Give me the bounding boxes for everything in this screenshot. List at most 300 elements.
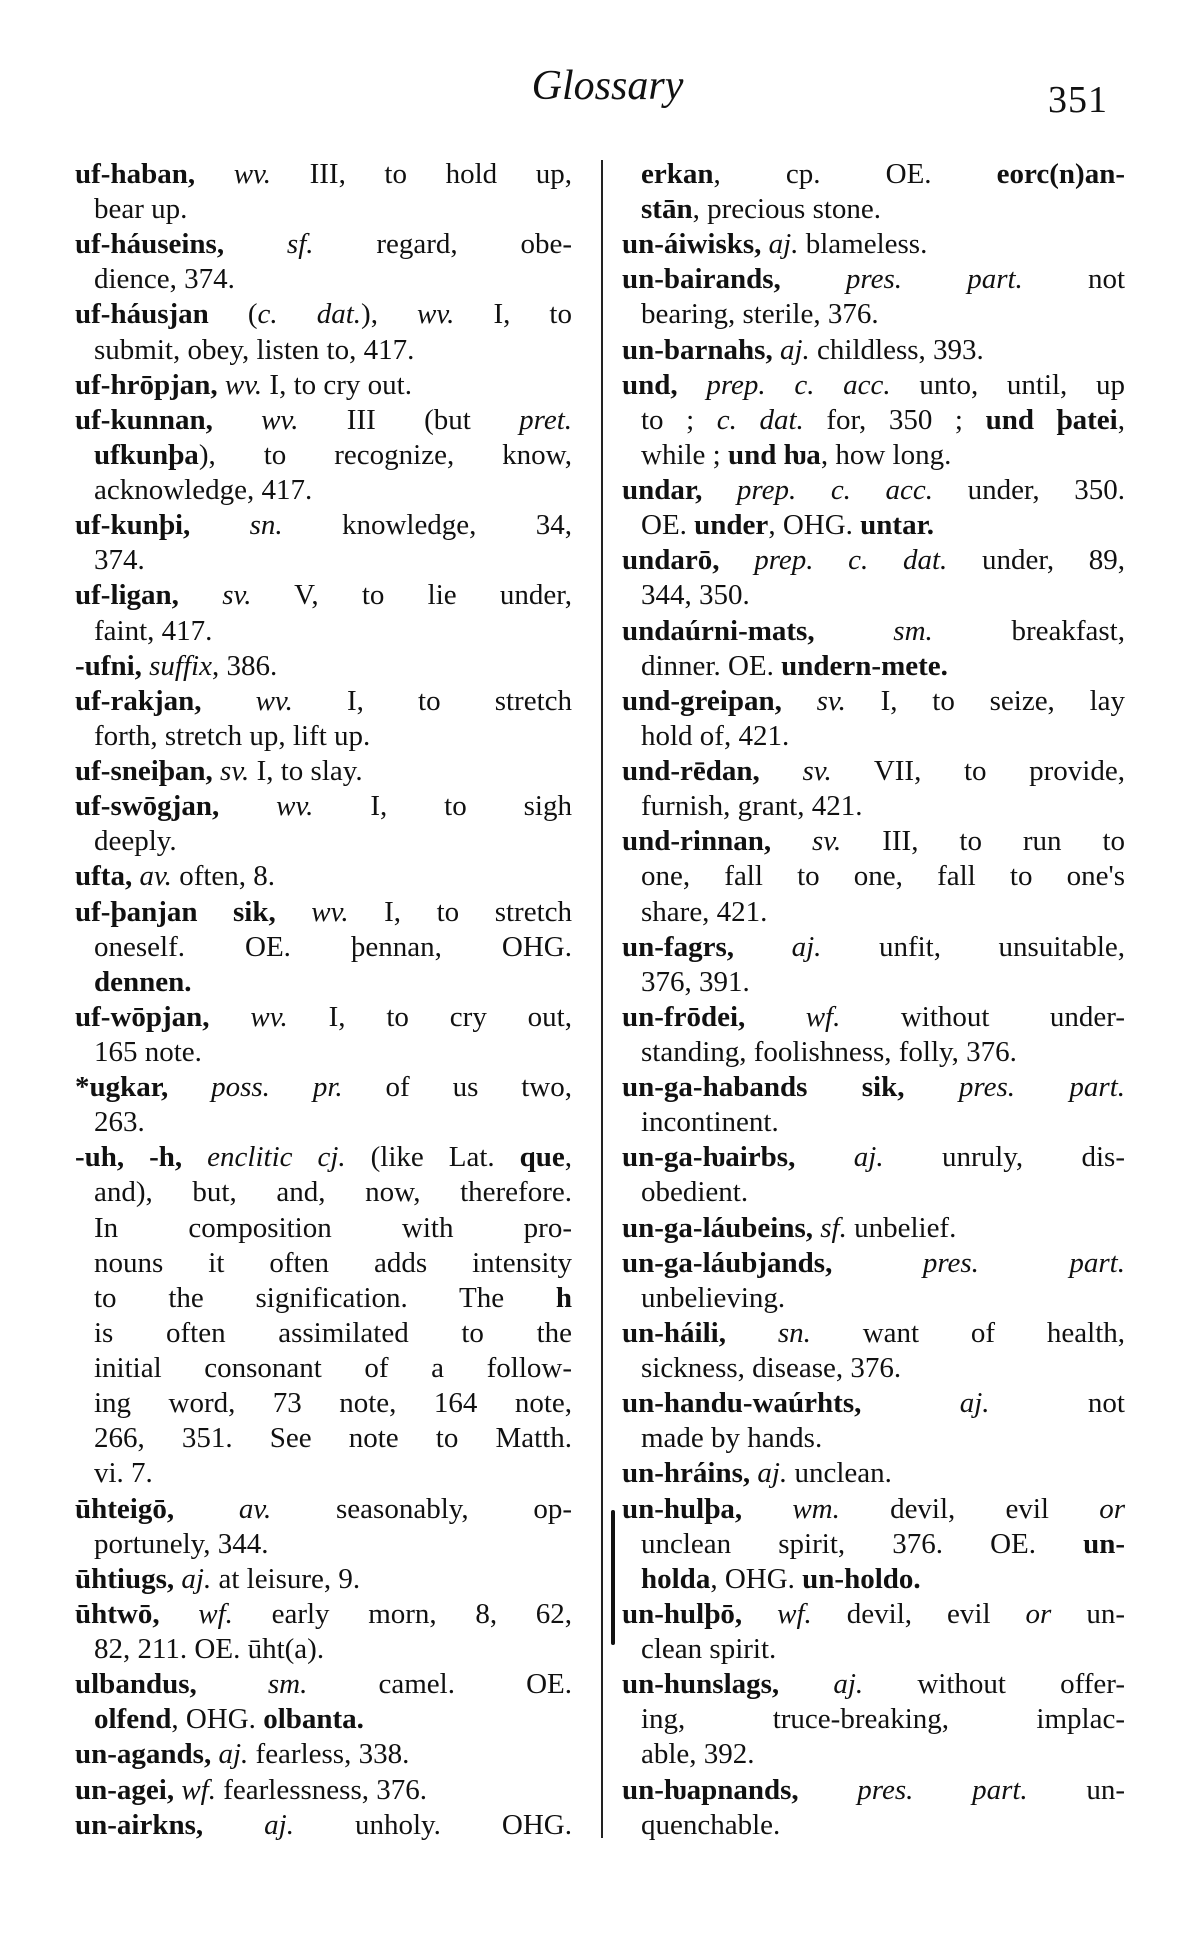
headword-text: undaúrni-mats, xyxy=(622,614,894,647)
grammar-label: aj. xyxy=(757,1457,788,1490)
definition-text: unbelief. xyxy=(846,1211,957,1244)
definition-text: 344, 350. xyxy=(641,579,750,612)
grammar-label: or xyxy=(1099,1492,1125,1525)
glossary-entry-line xyxy=(75,649,572,684)
glossary-entry-continuation xyxy=(94,1175,572,1210)
definition-text: share, 421. xyxy=(641,895,768,928)
glossary-entry-line xyxy=(75,895,572,930)
margin-marker-line xyxy=(611,1510,615,1645)
definition-text: un- xyxy=(1027,1773,1125,1806)
glossary-entry-continuation xyxy=(94,719,572,754)
definition-text: made by hands. xyxy=(641,1422,823,1455)
headword-text: ulbandus, xyxy=(75,1668,268,1701)
glossary-entry-continuation xyxy=(94,965,572,1000)
glossary-entry-line xyxy=(75,1773,572,1808)
glossary-entry-continuation xyxy=(94,262,572,297)
grammar-label: aj. xyxy=(833,1668,864,1701)
glossary-entry-line xyxy=(75,403,572,438)
glossary-entry-continuation xyxy=(641,1632,1125,1667)
definition-text: nouns it often adds intensity xyxy=(94,1246,572,1279)
definition-text: ing word, 73 note, 164 note, xyxy=(94,1387,572,1420)
grammar-label: pres. part. xyxy=(958,1071,1125,1104)
glossary-entry-line xyxy=(622,684,1125,719)
definition-text: I, to stretch xyxy=(348,895,572,928)
column-divider xyxy=(601,160,603,1838)
glossary-entry-line xyxy=(75,789,572,824)
definition-text: fearlessness, 376. xyxy=(216,1773,428,1806)
glossary-entry-continuation xyxy=(94,1456,572,1491)
grammar-label: enclitic cj. xyxy=(207,1141,346,1174)
definition-text: , OHG. xyxy=(768,509,861,542)
glossary-entry-line xyxy=(622,1456,1125,1491)
definition-text: , precious stone. xyxy=(692,193,882,226)
definition-text: submit, obey, listen to, 417. xyxy=(94,333,415,366)
grammar-label: wv. xyxy=(311,895,349,928)
definition-text: incontinent. xyxy=(641,1106,779,1139)
glossary-entry-line xyxy=(622,1386,1125,1421)
grammar-label: wv. xyxy=(224,368,263,401)
glossary-entry-continuation xyxy=(641,1421,1125,1456)
glossary-entry-line xyxy=(75,1737,572,1772)
glossary-entry-continuation xyxy=(641,1281,1125,1316)
grammar-label: sv. xyxy=(816,684,846,717)
definition-text: 263. xyxy=(94,1106,145,1139)
definition-text: early morn, 8, 62, xyxy=(232,1597,573,1630)
grammar-label: sm. xyxy=(893,614,933,647)
definition-text: not xyxy=(989,1387,1125,1420)
grammar-label: av. xyxy=(139,860,172,893)
definition-text: to the signification. The xyxy=(94,1281,556,1314)
headword-text: *ugkar, xyxy=(75,1071,212,1104)
glossary-entry-line xyxy=(622,1667,1125,1702)
grammar-label: sn. xyxy=(777,1316,811,1349)
grammar-label: sf. xyxy=(286,228,314,261)
grammar-label: aj. xyxy=(768,228,799,261)
headword-text: undar, xyxy=(622,474,737,507)
definition-text: dinner. OE. xyxy=(641,649,782,682)
headword-text: uf-ligan, xyxy=(75,579,223,612)
definition-text: unruly, dis- xyxy=(883,1141,1125,1174)
glossary-entry-continuation xyxy=(94,1246,572,1281)
headword-text: h xyxy=(555,1281,572,1314)
headword-text: un-barnahs, xyxy=(622,333,780,366)
definition-text: while ; xyxy=(641,438,728,471)
headword-text: erkan xyxy=(641,158,714,190)
grammar-label: av. xyxy=(238,1492,272,1525)
glossary-entry-continuation xyxy=(641,789,1125,824)
definition-text: (like Lat. xyxy=(345,1141,520,1174)
definition-text: dience, 374. xyxy=(94,263,235,296)
definition-text: vi. 7. xyxy=(94,1457,153,1490)
glossary-entry-line xyxy=(75,1070,572,1105)
definition-text: under, 89, xyxy=(947,544,1126,577)
glossary-entry-line xyxy=(622,1070,1125,1105)
definition-text: standing, foolishness, folly, 376. xyxy=(641,1036,1017,1068)
grammar-label: wf. xyxy=(198,1597,233,1630)
grammar-label: sf. xyxy=(820,1211,847,1244)
definition-text: OE. xyxy=(641,509,695,542)
headword-text: un-háili, xyxy=(622,1316,778,1349)
definition-text: unbelieving. xyxy=(641,1281,786,1314)
headword-text: un-fagrs, xyxy=(622,930,792,963)
definition-text: 376, 391. xyxy=(641,965,750,998)
grammar-label: wv. xyxy=(233,158,271,190)
definition-text: 82, 211. OE. ūht(a). xyxy=(94,1633,325,1666)
glossary-entry-continuation xyxy=(641,1737,1125,1772)
glossary-entry-continuation xyxy=(641,1527,1125,1562)
headword-text: un-hulþa, xyxy=(622,1492,793,1525)
definition-text: VII, to provide, xyxy=(831,755,1125,788)
glossary-entry-line xyxy=(75,227,572,262)
glossary-entry-line xyxy=(622,1211,1125,1246)
glossary-entry-line xyxy=(622,614,1125,649)
glossary-entry-continuation xyxy=(641,1808,1125,1843)
glossary-entry-line xyxy=(75,754,572,789)
definition-text: unfit, unsuitable, xyxy=(821,930,1125,963)
definition-text: I, to xyxy=(454,298,572,331)
glossary-entry-continuation xyxy=(641,965,1125,1000)
glossary-entry-continuation xyxy=(94,1316,572,1351)
grammar-label: aj. xyxy=(218,1738,249,1771)
glossary-entry-continuation xyxy=(94,473,572,508)
headword-text: dennen. xyxy=(94,965,192,998)
glossary-entry-line xyxy=(75,578,572,613)
definition-text: un- xyxy=(1051,1597,1125,1630)
definition-text: able, 392. xyxy=(641,1738,755,1771)
headword-text: uf-kunþi, xyxy=(75,509,250,542)
grammar-label: prep. c. dat. xyxy=(754,544,948,577)
definition-text: devil, evil xyxy=(839,1492,1100,1525)
definition-text: regard, obe- xyxy=(313,228,572,261)
grammar-label: suffix xyxy=(149,649,212,682)
glossary-entry-continuation xyxy=(94,614,572,649)
grammar-label: wv. xyxy=(417,298,455,331)
definition-text: , xyxy=(1117,403,1125,436)
glossary-entry-continuation xyxy=(641,297,1125,332)
headword-text: un-bairands, xyxy=(622,263,846,296)
glossary-entry-line xyxy=(75,1597,572,1632)
glossary-entry-line xyxy=(622,368,1125,403)
glossary-entry-continuation xyxy=(94,438,572,473)
definition-text: quenchable. xyxy=(641,1808,781,1841)
glossary-entry-continuation xyxy=(641,1562,1125,1597)
glossary-entry-line xyxy=(622,543,1125,578)
definition-text: for, 350 ; xyxy=(803,403,986,436)
definition-text: at leisure, 9. xyxy=(211,1562,361,1595)
glossary-entry-line xyxy=(622,1316,1125,1351)
definition-text: seasonably, op- xyxy=(271,1492,572,1525)
definition-text: fearless, 338. xyxy=(248,1738,410,1771)
glossary-entry-line xyxy=(75,1667,572,1702)
glossary-entry-continuation xyxy=(94,824,572,859)
definition-text: 266, 351. See note to Matth. xyxy=(94,1422,572,1455)
definition-text: hold of, 421. xyxy=(641,719,790,752)
definition-text: 374. xyxy=(94,544,145,577)
grammar-label: wv. xyxy=(255,684,293,717)
definition-text: deeply. xyxy=(94,825,177,858)
glossary-entry-continuation xyxy=(641,1105,1125,1140)
definition-text: unholy. OHG. xyxy=(293,1808,572,1841)
grammar-label: aj. xyxy=(959,1387,990,1420)
headword-text: uf-rakjan, xyxy=(75,684,256,717)
headword-text: ūhtwō, xyxy=(75,1597,199,1630)
headword-text: uf-wōpjan, xyxy=(75,1000,251,1033)
definition-text: of us two, xyxy=(342,1071,572,1104)
headword-text: un- xyxy=(1083,1527,1125,1560)
definition-text: oneself. OE. þennan, OHG. xyxy=(94,930,572,963)
grammar-label: wf. xyxy=(777,1597,812,1630)
headword-text: uf-sneiþan, xyxy=(75,755,221,788)
headword-text: und, xyxy=(622,368,707,401)
definition-text: bear up. xyxy=(94,193,188,226)
definition-text: , OHG. xyxy=(171,1703,264,1736)
glossary-entry-line xyxy=(622,930,1125,965)
grammar-label: sv. xyxy=(812,825,842,858)
glossary-entry-line xyxy=(622,1246,1125,1281)
glossary-entry-continuation xyxy=(94,1035,572,1070)
headword-text: uf-haban, xyxy=(75,158,234,190)
definition-text: , OHG. xyxy=(710,1562,803,1595)
definition-text: bearing, sterile, 376. xyxy=(641,298,879,331)
grammar-label: aj. xyxy=(791,930,822,963)
headword-text: uf-háuseins, xyxy=(75,228,287,261)
definition-text: I, to stretch xyxy=(292,684,572,717)
definition-text: acknowledge, 417. xyxy=(94,474,313,507)
headword-text: ufta, xyxy=(75,860,140,893)
headword-text: un-ga-ƕairbs, xyxy=(622,1141,854,1174)
headword-text: ufkunþa xyxy=(94,438,199,471)
definition-text: unto, until, up xyxy=(890,368,1126,401)
headword-text: un-ga-láubjands, xyxy=(622,1246,923,1279)
headword-text: uf-kunnan, xyxy=(75,403,262,436)
definition-text: want of health, xyxy=(810,1316,1126,1349)
glossary-entry-continuation xyxy=(641,1351,1125,1386)
definition-text: ing, truce-breaking, implac- xyxy=(641,1703,1125,1736)
headword-text: olfend xyxy=(94,1703,172,1736)
glossary-entry-line xyxy=(75,297,572,332)
headword-text: un-holdo. xyxy=(802,1562,921,1595)
headword-text: undern-mete. xyxy=(781,649,948,682)
glossary-entry-continuation xyxy=(641,1175,1125,1210)
grammar-label: sv. xyxy=(802,755,832,788)
headword-text: -uh, -h, xyxy=(75,1141,208,1174)
definition-text: ), xyxy=(361,298,418,331)
headword-text: uf-hrōpjan, xyxy=(75,368,225,401)
glossary-entry-line xyxy=(75,508,572,543)
grammar-label: prep. c. acc. xyxy=(706,368,891,401)
glossary-entry-line xyxy=(622,473,1125,508)
headword-text: un-ƕapnands, xyxy=(622,1773,858,1806)
glossary-entry-continuation xyxy=(641,649,1125,684)
grammar-label: aj. xyxy=(181,1562,212,1595)
definition-text: without under- xyxy=(840,1000,1125,1033)
glossary-entry-continuation xyxy=(641,192,1125,227)
glossary-entry-line xyxy=(75,1562,572,1597)
definition-text: is often assimilated to the xyxy=(94,1316,572,1349)
glossary-entry-line xyxy=(75,368,572,403)
definition-text: portunely, 344. xyxy=(94,1527,269,1560)
glossary-entry-continuation xyxy=(641,1035,1125,1070)
definition-text: ), to recognize, know, xyxy=(198,438,572,471)
definition-text: breakfast, xyxy=(932,614,1125,647)
headword-text: que xyxy=(519,1141,565,1174)
definition-text: forth, stretch up, lift up. xyxy=(94,719,371,752)
definition-text: , xyxy=(564,1141,572,1174)
glossary-entry-continuation xyxy=(641,578,1125,613)
headword-text: un-airkns, xyxy=(75,1808,265,1841)
glossary-entry-continuation xyxy=(641,719,1125,754)
grammar-label: pres. part. xyxy=(857,1773,1028,1806)
definition-text: to ; xyxy=(641,403,717,436)
glossary-entry-continuation xyxy=(94,930,572,965)
definition-text: III, to hold up, xyxy=(271,158,572,190)
definition-text: knowledge, 34, xyxy=(282,509,572,542)
glossary-entry-line xyxy=(622,1773,1125,1808)
glossary-entry-continuation xyxy=(94,543,572,578)
glossary-entry-continuation xyxy=(94,1702,572,1737)
headword-text: un-agei, xyxy=(75,1773,182,1806)
definition-text: camel. OE. xyxy=(307,1668,572,1701)
grammar-label: pret. xyxy=(519,403,572,436)
glossary-entry-continuation xyxy=(94,1105,572,1140)
definition-text: ( xyxy=(247,298,258,331)
grammar-label: prep. c. acc. xyxy=(736,474,933,507)
glossary-entry-line xyxy=(622,1492,1125,1527)
headword-text: under xyxy=(694,509,769,542)
headword-text: und þatei xyxy=(985,403,1118,436)
definition-text: 165 note. xyxy=(94,1036,202,1068)
grammar-label: sm. xyxy=(267,1668,308,1701)
grammar-label: wv. xyxy=(276,790,314,823)
grammar-label: pres. part. xyxy=(922,1246,1125,1279)
definition-text: III, to run to xyxy=(841,825,1126,858)
headword-text: und-rinnan, xyxy=(622,825,813,858)
glossary-entry-continuation xyxy=(94,1421,572,1456)
headword-text: uf-háusjan xyxy=(75,298,248,331)
glossary-entry-line xyxy=(75,859,572,894)
headword-text: un-hulþō, xyxy=(622,1597,778,1630)
headword-text: und-rēdan, xyxy=(622,755,803,788)
page-number: 351 xyxy=(1048,79,1108,121)
glossary-entry-line xyxy=(75,157,572,192)
definition-text: I, to cry out, xyxy=(287,1000,572,1033)
headword-text: eorc(n)an- xyxy=(996,158,1125,190)
headword-text: un-ga-láubeins, xyxy=(622,1211,821,1244)
grammar-label: or xyxy=(1025,1597,1052,1630)
glossary-entry-continuation xyxy=(94,333,572,368)
definition-text: under, 350. xyxy=(933,474,1125,507)
glossary-entry-continuation xyxy=(94,1211,572,1246)
definition-text: furnish, grant, 421. xyxy=(641,790,863,823)
headword-text: un-hunslags, xyxy=(622,1668,834,1701)
definition-text: , 386. xyxy=(211,649,278,682)
headword-text: -ufni, xyxy=(75,649,150,682)
headword-text: ūhtiugs, xyxy=(75,1562,182,1595)
glossary-entry-continuation xyxy=(94,1351,572,1386)
definition-text: I, to sigh xyxy=(313,790,572,823)
running-title: Glossary xyxy=(531,63,684,109)
headword-text: ūhteigō, xyxy=(75,1492,239,1525)
glossary-entry-continuation xyxy=(94,1386,572,1421)
definition-text: and), but, and, now, therefore. xyxy=(94,1176,572,1209)
definition-text: I, to cry out. xyxy=(262,368,412,401)
definition-text: faint, 417. xyxy=(94,614,213,647)
definition-text: without offer- xyxy=(863,1668,1125,1701)
grammar-label: wm. xyxy=(792,1492,840,1525)
definition-text: one, fall to one, fall to one's xyxy=(641,860,1125,893)
headword-text: uf-swōgjan, xyxy=(75,790,277,823)
glossary-entry-line xyxy=(641,157,1125,192)
grammar-label: aj. xyxy=(779,333,810,366)
glossary-entry-line xyxy=(75,1492,572,1527)
definition-text: I, to slay. xyxy=(249,755,363,788)
grammar-label: wv. xyxy=(250,1000,288,1033)
headword-text: holda xyxy=(641,1562,711,1595)
glossary-entry-continuation xyxy=(94,1527,572,1562)
glossary-entry-continuation xyxy=(94,1632,572,1667)
headword-text: un-ga-habands sik, xyxy=(622,1071,959,1104)
headword-text: untar. xyxy=(860,509,935,542)
definition-text: clean spirit. xyxy=(641,1633,777,1666)
definition-text: In composition with pro- xyxy=(94,1211,572,1244)
glossary-entry-line xyxy=(622,262,1125,297)
headword-text: und-greipan, xyxy=(622,684,817,717)
grammar-label: wf. xyxy=(805,1000,841,1033)
definition-text: often, 8. xyxy=(171,860,276,893)
headword-text: un-frōdei, xyxy=(622,1000,806,1033)
definition-text: , cp. OE. xyxy=(713,158,997,190)
glossary-entry-line xyxy=(75,1000,572,1035)
grammar-label: wv. xyxy=(261,403,299,436)
headword-text: uf-þanjan sik, xyxy=(75,895,312,928)
grammar-label: pres. part. xyxy=(845,263,1023,296)
headword-text: olbanta. xyxy=(263,1703,364,1736)
definition-text: devil, evil xyxy=(811,1597,1026,1630)
glossary-entry-line xyxy=(75,1140,572,1175)
glossary-entry-line xyxy=(622,754,1125,789)
glossary-entry-line xyxy=(622,1597,1125,1632)
definition-text: initial consonant of a follow- xyxy=(94,1352,572,1385)
glossary-entry-continuation xyxy=(641,438,1125,473)
grammar-label: c. dat. xyxy=(257,298,362,331)
grammar-label: sv. xyxy=(220,755,250,788)
grammar-label: sv. xyxy=(222,579,252,612)
glossary-entry-line xyxy=(622,1000,1125,1035)
glossary-entry-line xyxy=(622,227,1125,262)
headword-text: stān xyxy=(641,193,693,226)
glossary-entry-continuation xyxy=(94,1281,572,1316)
headword-text: un-agands, xyxy=(75,1738,219,1771)
grammar-label: aj. xyxy=(853,1141,884,1174)
headword-text: un-hráins, xyxy=(622,1457,758,1490)
glossary-entry-line xyxy=(75,1808,572,1843)
glossary-entry-line xyxy=(75,684,572,719)
glossary-entry-continuation xyxy=(94,192,572,227)
glossary-entry-continuation xyxy=(641,1702,1125,1737)
definition-text: childless, 393. xyxy=(809,333,984,366)
definition-text: not xyxy=(1022,263,1126,296)
definition-text: unclean. xyxy=(787,1457,892,1490)
glossary-entry-line xyxy=(622,824,1125,859)
headword-text: undarō, xyxy=(622,544,755,577)
glossary-entry-line xyxy=(622,1140,1125,1175)
glossary-entry-continuation xyxy=(641,895,1125,930)
definition-text: sickness, disease, 376. xyxy=(641,1352,902,1385)
grammar-label: wf. xyxy=(181,1773,216,1806)
grammar-label: c. dat. xyxy=(716,403,804,436)
grammar-label: sn. xyxy=(249,509,283,542)
definition-text: I, to seize, lay xyxy=(845,684,1125,717)
